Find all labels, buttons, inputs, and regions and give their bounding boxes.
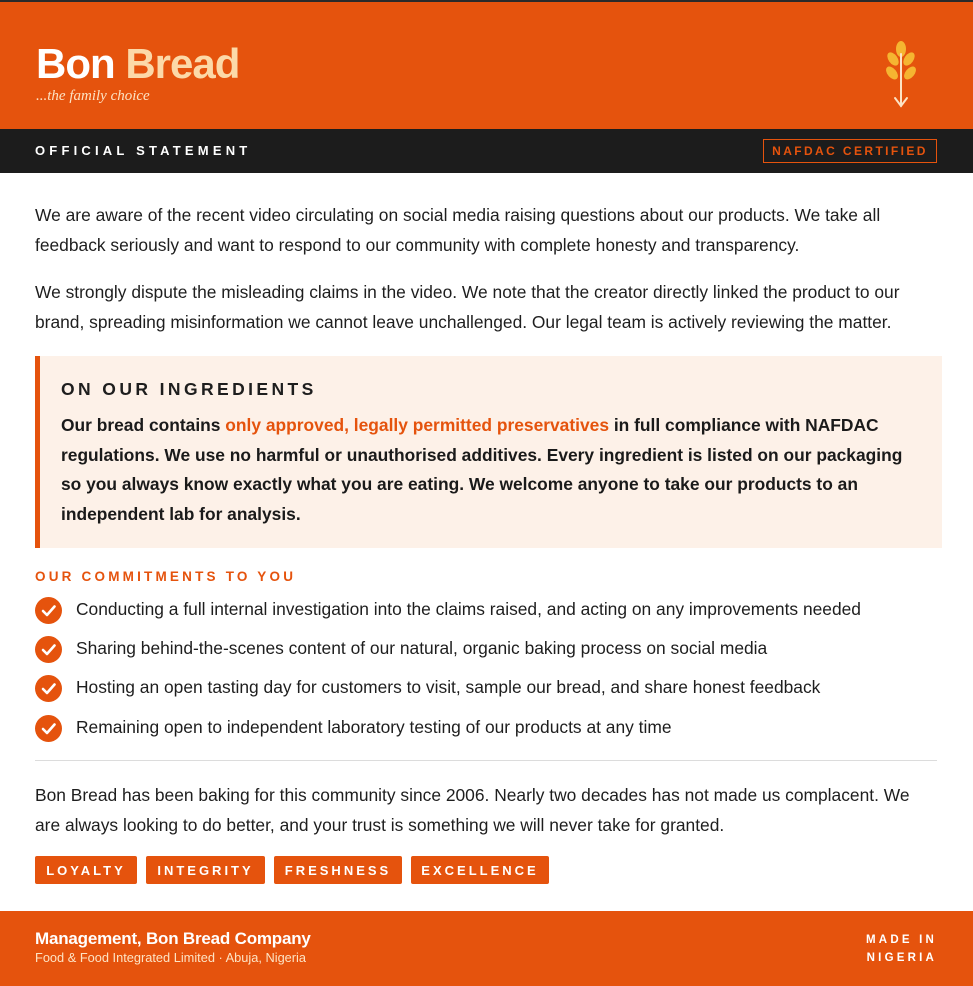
- made-in-line-1: MADE IN: [866, 934, 937, 946]
- commitment-text: Conducting a full internal investigation into the claims raised, and acting on any improvements needed: [76, 599, 861, 619]
- statement-bar: [0, 129, 973, 173]
- value-tag-integrity: INTEGRITY: [146, 856, 265, 884]
- ingredients-text-before: Our bread contains: [61, 415, 226, 435]
- intro-paragraph-2: We strongly dispute the misleading claims in the video. We note that the creator directly linked the product to our brand, spreading misinformation we cannot leave unchallenged. Our legal team is actively reviewing the matter.: [35, 282, 900, 332]
- check-circle-icon: [35, 715, 62, 742]
- made-in-line-2: NIGERIA: [866, 952, 937, 964]
- brand-logo: [36, 40, 239, 88]
- commitment-item: [35, 673, 935, 712]
- check-circle-icon: [35, 597, 62, 624]
- closing-paragraph: Bon Bread has been baking for this community since 2006. Nearly two decades has not made us complacent. We are always looking to do better, and your trust is something we will never take for granted.: [35, 785, 910, 835]
- section-divider: [35, 760, 937, 761]
- check-circle-icon: [35, 636, 62, 663]
- ingredients-highlight: only approved, legally permitted preservatives: [225, 415, 609, 435]
- ingredients-title: ON OUR INGREDIENTS: [61, 379, 317, 399]
- value-tag-loyalty: LOYALTY: [35, 856, 137, 884]
- commitments-list: [35, 595, 935, 752]
- commitment-text: Hosting an open tasting day for customers to visit, sample our bread, and share honest feedback: [76, 677, 821, 698]
- value-tag-excellence: EXCELLENCE: [411, 856, 549, 884]
- footer-signatory: Management, Bon Bread Company: [35, 929, 311, 948]
- nafdac-badge: NAFDAC CERTIFIED: [763, 139, 937, 163]
- value-tag-freshness: FRESHNESS: [274, 856, 402, 884]
- brand-tagline: ...the family choice: [36, 88, 150, 104]
- footer: [0, 911, 973, 986]
- commitment-item: [35, 713, 935, 752]
- ingredients-callout: [35, 356, 942, 548]
- check-circle-icon: [35, 675, 62, 702]
- statement-label: OFFICIAL STATEMENT: [35, 143, 252, 158]
- intro-paragraph-1: We are aware of the recent video circulating on social media raising questions about our products. We take all feedback seriously and want to respond to our community with complete honesty and transparency.: [35, 205, 881, 255]
- ingredients-body: [61, 411, 923, 529]
- brand-word-1: Bon: [36, 40, 115, 87]
- ingredients-text-after: in full compliance with NAFDAC regulations. We use no harmful or unauthorised additives. Every ingredient is listed on our packaging so you always know exactly what you are eating. We welcome anyone to take our products to an independent lab for analysis.: [61, 415, 903, 524]
- commitment-item: [35, 595, 935, 634]
- commitment-text: Remaining open to independent laboratory testing of our products at any time: [76, 716, 672, 737]
- made-in-nigeria: [866, 931, 937, 967]
- wheat-icon: [878, 38, 924, 110]
- commitments-title: OUR COMMITMENTS TO YOU: [35, 569, 297, 584]
- commitment-text: Sharing behind-the-scenes content of our natural, organic baking process on social media: [76, 638, 768, 659]
- footer-company: Food & Food Integrated Limited · Abuja, Nigeria: [35, 950, 307, 965]
- commitment-item: [35, 634, 935, 673]
- brand-word-2: Bread: [125, 40, 240, 87]
- values-tags: [35, 856, 549, 884]
- header: [0, 2, 973, 129]
